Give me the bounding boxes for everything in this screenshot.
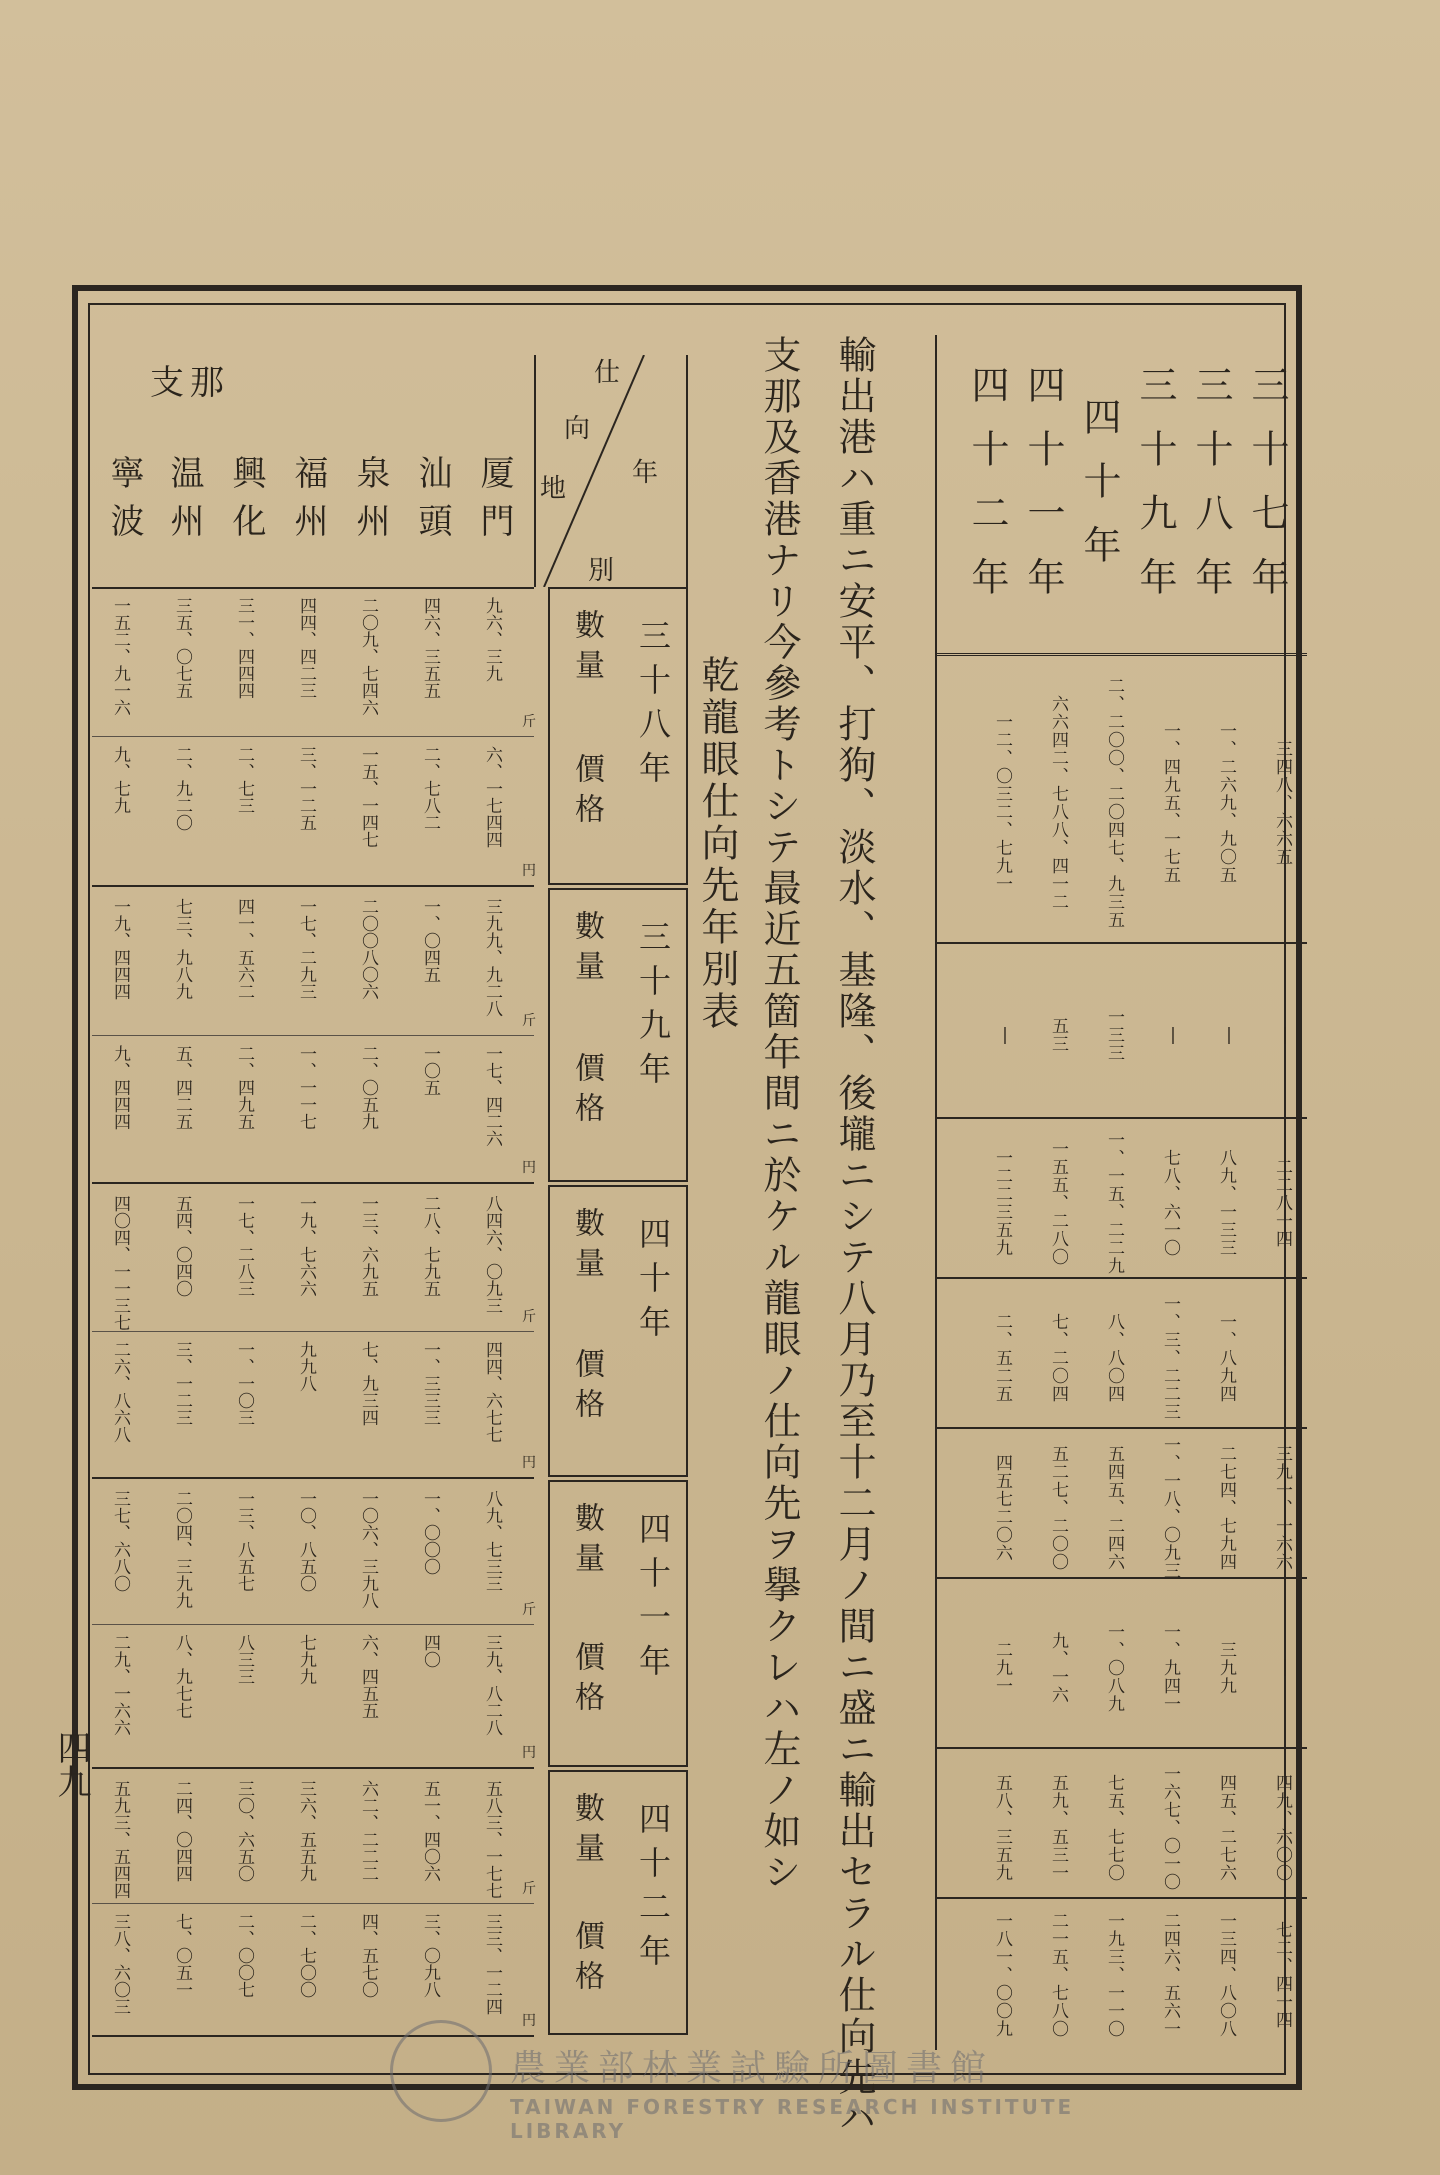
- quantity-label: 數量: [569, 609, 604, 689]
- right-table-cell: |: [1275, 1347, 1295, 1368]
- right-table-cell: 二九一: [992, 1640, 1012, 1695]
- price-cell: 七九九: [296, 1633, 316, 1685]
- price-cell: 四、五七〇: [358, 1912, 378, 1998]
- right-year-header: 四十一年: [1021, 364, 1065, 621]
- corner-label-year: 年: [632, 458, 659, 488]
- right-year-header: 三十九年: [1133, 364, 1177, 621]
- right-row-divider: [937, 1117, 1307, 1119]
- region-label: 支那: [150, 363, 230, 403]
- price-cell: 三三、一二四: [482, 1912, 502, 2015]
- price-label: 價格: [569, 753, 604, 833]
- quantity-cell: 一三、六九五: [358, 1195, 378, 1297]
- quantity-cell: 二四、〇四四: [172, 1780, 192, 1882]
- price-cell: 二、七三: [234, 746, 254, 814]
- quantity-cell: 二八、七九五: [420, 1195, 440, 1297]
- right-table-cell: 三九九: [1216, 1640, 1236, 1695]
- right-table-cell: |: [1275, 1024, 1295, 1046]
- corner-label-2: 向: [564, 414, 591, 444]
- right-table-cell: 一、二六九、九〇五: [1216, 721, 1236, 884]
- price-label: 價格: [569, 1348, 604, 1428]
- price-cell: 一五、一四七: [358, 746, 378, 848]
- quantity-cell: 七三、九八九: [172, 898, 192, 1000]
- price-cell: 三、一二五: [296, 746, 316, 831]
- price-cell: 一〇五: [420, 1045, 440, 1096]
- quantity-cell: 四六、三五五: [420, 597, 440, 699]
- price-cell: 一七、四二六: [482, 1045, 502, 1147]
- corner-label-3: 地: [540, 474, 567, 504]
- quantity-label: 數量: [569, 1207, 604, 1287]
- prose-line-1: 輸出港ハ重ニ安平、打狗、淡水、基隆、後壠ニシテ八月乃至十二月ノ間ニ盛ニ輸出セラル仕向先ハ: [832, 335, 876, 2139]
- right-table-cell: 一九三、一一〇: [1104, 1912, 1124, 2038]
- right-table-cell: 一、四九五、一七五: [1160, 721, 1180, 884]
- year-divider: [92, 1182, 534, 1184]
- corner-label-class: 別: [588, 556, 615, 586]
- year-block: [548, 1770, 688, 2035]
- unit-quantity: 斤: [522, 1309, 536, 1325]
- price-cell: 七、九三四: [358, 1341, 378, 1426]
- unit-price: 円: [522, 863, 536, 879]
- price-cell: 二、〇〇七: [234, 1912, 254, 1998]
- year-block: [548, 1185, 688, 1477]
- quantity-cell: 一七、二九三: [296, 898, 316, 1000]
- prose-line-2: 支那及香港ナリ今參考トシテ最近五箇年間ニ於ケル龍眼ノ仕向先ヲ擧クレハ左ノ如シ: [757, 335, 801, 1893]
- library-seal-icon: [390, 2020, 492, 2122]
- year-divider: [92, 1477, 534, 1479]
- quantity-cell: 五一、四〇六: [420, 1780, 440, 1882]
- quantity-label: 數量: [569, 1792, 604, 1872]
- quantity-cell: 九六、三九: [482, 597, 502, 682]
- price-cell: 二、四九五: [234, 1045, 254, 1130]
- right-table-cell: 一二、〇三二、七九一: [992, 712, 1012, 893]
- quantity-cell: 一〇六、三九八: [358, 1490, 378, 1609]
- unit-quantity: 斤: [522, 714, 536, 730]
- price-cell: 三九、八二八: [482, 1633, 502, 1736]
- right-table-cell: 四九、六〇〇: [1272, 1773, 1292, 1882]
- quantity-cell: 五九三、五四四: [110, 1780, 130, 1899]
- right-row-divider: [937, 1577, 1307, 1579]
- watermark-chinese: 農業部林業試驗所圖書館: [510, 2048, 995, 2089]
- price-cell: 九、七九: [110, 746, 130, 814]
- price-cell: 二、〇五九: [358, 1045, 378, 1130]
- price-label: 價格: [569, 1640, 604, 1721]
- quantity-cell: 八四六、〇九三: [482, 1195, 502, 1314]
- city-header: 福州: [288, 455, 328, 551]
- right-row-divider: [937, 1427, 1307, 1429]
- year-divider: [92, 1767, 534, 1769]
- right-table-cell: 一六七、〇一〇: [1160, 1764, 1180, 1891]
- right-row-divider: [937, 1277, 1307, 1279]
- right-row-divider: [937, 1897, 1307, 1899]
- price-cell: 二六、八六八: [110, 1341, 130, 1443]
- price-cell: 八三三: [234, 1633, 254, 1685]
- right-table: [935, 335, 1307, 2050]
- quantity-cell: 二〇〇八〇六: [358, 898, 378, 1000]
- right-year-header: 四十二年: [965, 364, 1009, 621]
- quantity-cell: 一五二、九一六: [110, 597, 130, 716]
- price-cell: 三八、六〇三: [110, 1912, 130, 2015]
- right-table-cell: 九、一六: [1048, 1631, 1068, 1704]
- right-table-cell: 一三四、八〇八: [1216, 1912, 1236, 2038]
- quantity-cell: 一三、八五七: [234, 1490, 254, 1592]
- right-row-divider: [937, 1747, 1307, 1749]
- right-table-cell: |: [995, 1024, 1015, 1046]
- year-label: 三十八年: [634, 619, 672, 795]
- quantity-cell: 四一、五六二: [234, 898, 254, 1000]
- price-cell: 一、一一七: [296, 1045, 316, 1130]
- quantity-cell: 三六、五五九: [296, 1780, 316, 1882]
- unit-price: 円: [522, 2013, 536, 2029]
- right-table-cell: 二一五、七八〇: [1048, 1912, 1068, 2038]
- price-label: 價格: [569, 1919, 604, 2000]
- quantity-cell: 一、〇四五: [420, 898, 440, 983]
- year-divider: [92, 885, 534, 887]
- right-table-cell: 四五、二七六: [1216, 1773, 1236, 1882]
- right-table-cell: 七二、四一四: [1272, 1921, 1292, 2029]
- quantity-cell: 一九、四四四: [110, 898, 130, 1000]
- corner-label-1: 仕: [594, 358, 621, 388]
- right-table-cell: 一、九四一: [1160, 1622, 1180, 1713]
- quantity-cell: 一〇、八五〇: [296, 1490, 316, 1592]
- right-table-cell: 四五七二〇六: [992, 1453, 1012, 1562]
- right-table-cell: 二四六、五六一: [1160, 1912, 1180, 2038]
- price-cell: 五、四二五: [172, 1045, 192, 1130]
- city-header: 温州: [164, 455, 204, 551]
- year-label: 四十一年: [634, 1512, 672, 1688]
- quantity-cell: 三五、〇七五: [172, 597, 192, 699]
- right-table-cell: 八九、一三三: [1216, 1148, 1236, 1257]
- quantity-cell: 三七、六八〇: [110, 1490, 130, 1592]
- right-year-header: 三十七年: [1245, 364, 1289, 621]
- price-cell: 八、九七七: [172, 1633, 192, 1719]
- city-header: 泉州: [350, 455, 390, 551]
- right-year-header: 三十八年: [1189, 364, 1233, 621]
- library-watermark: [440, 2040, 1140, 2143]
- unit-quantity: 斤: [522, 1601, 536, 1618]
- quantity-cell: 三九九、九二八: [482, 898, 502, 1017]
- right-table-cell: 五三: [1048, 1017, 1068, 1053]
- quantity-label: 數量: [569, 1502, 604, 1582]
- price-cell: 二九、一六六: [110, 1633, 130, 1736]
- price-cell: 一、三三三: [420, 1341, 440, 1426]
- right-table-cell: 一二二三五九: [992, 1148, 1012, 1257]
- qty-price-divider: [92, 1035, 534, 1036]
- right-year-header: 四十年: [1077, 396, 1121, 589]
- right-table-cell: |: [1219, 1024, 1239, 1046]
- unit-price: 円: [522, 1160, 536, 1176]
- watermark-english: TAIWAN FORESTRY RESEARCH INSTITUTE LIBRARY: [510, 2095, 1075, 2143]
- right-table-cell: 七五、七七〇: [1104, 1773, 1124, 1882]
- quantity-cell: 四四、四二三: [296, 597, 316, 699]
- right-table-cell: 七、二〇四: [1048, 1312, 1068, 1403]
- city-header: 興化: [226, 455, 266, 551]
- unit-quantity: 斤: [522, 1880, 536, 1897]
- year-block: [548, 888, 688, 1182]
- right-table-cell: 三四八、六六五: [1272, 739, 1292, 866]
- right-table-cell: 一、〇八九: [1104, 1622, 1124, 1713]
- city-header: 寧波: [104, 455, 144, 551]
- qty-price-divider: [92, 1624, 534, 1625]
- right-table-cell: 一五五、二八〇: [1048, 1139, 1068, 1266]
- price-cell: 二、七八二: [420, 746, 440, 831]
- right-table-cell: 二二八一四: [1272, 1157, 1292, 1248]
- right-table-cell: 三九一、一六六: [1272, 1444, 1292, 1571]
- quantity-cell: 八九、七三三: [482, 1490, 502, 1592]
- quantity-cell: 一、〇〇〇: [420, 1490, 440, 1575]
- quantity-label: 數量: [569, 910, 604, 990]
- right-table-cell: 二、二〇〇、二〇四七、九三五: [1104, 676, 1124, 929]
- right-table-cell: 五四五、二四六: [1104, 1444, 1124, 1571]
- right-table-cell: 七八、六一〇: [1160, 1148, 1180, 1257]
- table-title: 乾龍眼仕向先年別表: [695, 655, 739, 1033]
- price-cell: 四〇: [420, 1633, 440, 1668]
- price-cell: 三、〇九八: [420, 1912, 440, 1998]
- quantity-cell: 一七、二八三: [234, 1195, 254, 1297]
- right-table-cell: 二七四、七九四: [1216, 1444, 1236, 1571]
- right-table-header-line: [937, 653, 1307, 656]
- price-cell: 九、四四四: [110, 1045, 130, 1130]
- price-cell: 六、四五五: [358, 1633, 378, 1719]
- right-table-cell: 一、一八、〇九三: [1160, 1435, 1180, 1580]
- right-table-cell: 五九、五三一: [1048, 1773, 1068, 1882]
- unit-quantity: 斤: [522, 1013, 536, 1029]
- quantity-cell: 五八三、一七七: [482, 1780, 502, 1899]
- right-table-cell: |: [1275, 1657, 1295, 1678]
- right-table-cell: 五二七、二〇〇: [1048, 1444, 1068, 1571]
- quantity-cell: 二〇九、七四六: [358, 597, 378, 716]
- unit-price: 円: [522, 1455, 536, 1471]
- right-table-cell: 五八、三五九: [992, 1773, 1012, 1882]
- qty-price-divider: [92, 1331, 534, 1332]
- price-label: 價格: [569, 1052, 604, 1132]
- price-cell: 七、〇五一: [172, 1912, 192, 1998]
- right-table-cell: 八、八〇四: [1104, 1312, 1124, 1403]
- right-table-cell: 六六四二、七八八、四一二: [1048, 694, 1068, 911]
- quantity-cell: 五四、〇四〇: [172, 1195, 192, 1297]
- right-table-cell: 二、五二五: [992, 1312, 1012, 1403]
- quantity-cell: 二〇四、三九九: [172, 1490, 192, 1609]
- price-cell: 三、一二三: [172, 1341, 192, 1426]
- right-table-cell: 一三三: [1104, 1008, 1124, 1062]
- quantity-cell: 六二、二二二: [358, 1780, 378, 1882]
- price-cell: 九九八: [296, 1341, 316, 1392]
- right-table-cell: 一、三、二二三: [1160, 1294, 1180, 1421]
- price-cell: 二、九二〇: [172, 746, 192, 831]
- price-cell: 一、一〇三: [234, 1341, 254, 1426]
- unit-price: 円: [522, 1745, 536, 1761]
- right-table-cell: 一、一五、二二九: [1104, 1130, 1124, 1275]
- year-label: 四十二年: [634, 1802, 672, 1978]
- price-cell: 二、七〇〇: [296, 1912, 316, 1998]
- quantity-cell: 一九、七六六: [296, 1195, 316, 1297]
- right-row-divider: [937, 942, 1307, 944]
- year-label: 四十年: [634, 1217, 672, 1349]
- city-header: 厦門: [474, 455, 514, 551]
- qty-price-divider: [92, 1903, 534, 1904]
- price-cell: 四四、六七七: [482, 1341, 502, 1443]
- quantity-cell: 四〇四、一一三七: [110, 1195, 130, 1331]
- year-block: [548, 1480, 688, 1767]
- price-cell: 六、一七四四: [482, 746, 502, 848]
- quantity-cell: 三〇、六五〇: [234, 1780, 254, 1882]
- qty-price-divider: [92, 736, 534, 737]
- year-label: 三十九年: [634, 920, 672, 1096]
- page-number: 四九: [51, 1730, 91, 1798]
- right-table-cell: 一八一、〇〇九: [992, 1912, 1012, 2038]
- right-table-cell: 一、八九四: [1216, 1312, 1236, 1403]
- year-block: [548, 587, 688, 885]
- city-header: 汕頭: [412, 455, 452, 551]
- quantity-cell: 三一、四四四: [234, 597, 254, 699]
- right-table-cell: |: [1163, 1024, 1183, 1046]
